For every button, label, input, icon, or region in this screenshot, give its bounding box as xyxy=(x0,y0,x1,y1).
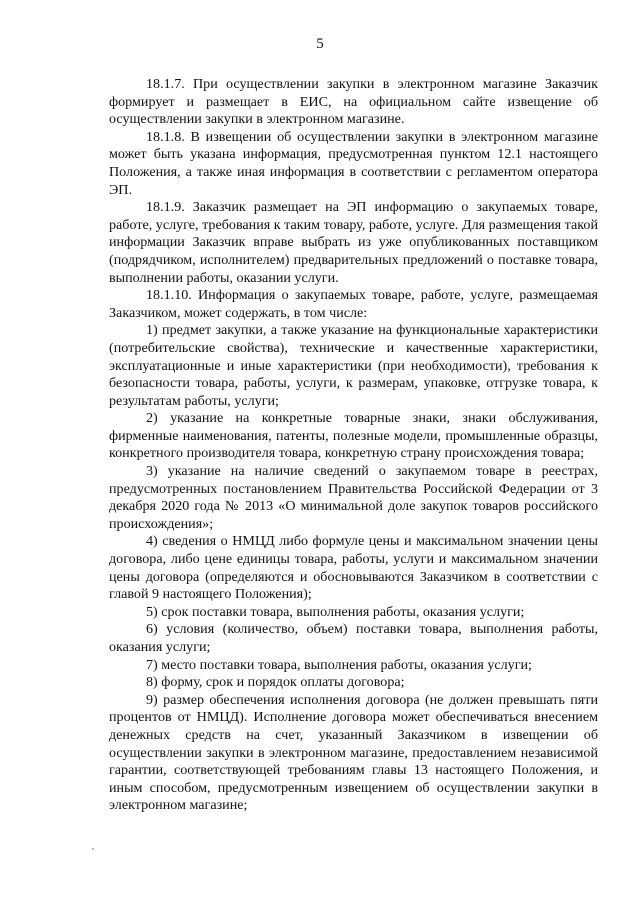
list-item-9: 9) размер обеспечения исполнения договора (не должен превышать пяти процентов от НМЦД). Исполнение договора может обеспечиваться внесением денежных средств на счет, указанный Заказчиком в извещении об осуществлении закупки в электронном магазине, предоставлением независимой гарантии, соответствующей требованиям главы 13 настоящего Положения, и иным способом, предусмотренным извещением об осуществлении закупки в электронном магазине; xyxy=(109,691,598,814)
paragraph-18-1-10: 18.1.10. Информация о закупаемых товаре, работе, услуге, размещаемая Заказчиком, может содержать, в том числе: xyxy=(109,287,598,321)
list-item-3: 3) указание на наличие сведений о закупаемом товаре в реестрах, предусмотренных постановлением Правительства Российской Федерации от 3 декабря 2020 года № 2013 «О минимальной доле закупок товаров российского происхождения»; xyxy=(109,463,598,532)
paragraph-18-1-9: 18.1.9. Заказчик размещает на ЭП информацию о закупаемых товаре, работе, услуге, требования к таким товару, работе, услуге. Для размещения такой информации Заказчик вправе выбрать из уже опубликованных поставщиком (подрядчиком, исполнителем) предварительных предложений о поставке товара, выполнении работы, оказании услуги. xyxy=(109,199,598,286)
list-item-1: 1) предмет закупки, а также указание на функциональные характеристики (потребительские свойства), технические и качественные характеристики, эксплуатационные и иные характеристики (при необходимости), требования к безопасности товара, работы, услуги, к размерам, упаковке, отгрузке товара, к результатам работы, услуги; xyxy=(109,322,598,409)
list-item-2: 2) указание на конкретные товарные знаки, знаки обслуживания, фирменные наименования, патенты, полезные модели, промышленные образцы, конкретного производителя товара, конкретную страну происхождения товара; xyxy=(109,410,598,462)
document-body xyxy=(109,76,598,815)
paragraph-18-1-7: 18.1.7. При осуществлении закупки в электронном магазине Заказчик формирует и размещает в ЕИС, на официальном сайте извещение об осуществлении закупки в электронном магазине. xyxy=(109,76,598,128)
page-number: 5 xyxy=(316,36,324,52)
scan-artifact xyxy=(92,848,94,850)
paragraph-18-1-8: 18.1.8. В извещении об осуществлении закупки в электронном магазине может быть указана информация, предусмотренная пунктом 12.1 настоящего Положения, а также иная информация в соответствии с регламентом оператора ЭП. xyxy=(109,128,598,198)
list-item-8: 8) форму, срок и порядок оплаты договора; xyxy=(146,674,405,691)
list-item-7: 7) место поставки товара, выполнения работы, оказания услуги; xyxy=(146,656,532,673)
list-item-6: 6) условия (количество, объем) поставки товара, выполнения работы, оказания услуги; xyxy=(109,621,598,655)
list-item-5: 5) срок поставки товара, выполнения работы, оказания услуги; xyxy=(146,603,525,620)
list-item-4: 4) сведения о НМЦД либо формуле цены и максимальном значении цены договора, либо цене единицы товара, работы, услуги и максимальном значении цены договора (определяются и обосновываются Заказчиком в соответствии с главой 9 настоящего Положения); xyxy=(109,533,598,603)
